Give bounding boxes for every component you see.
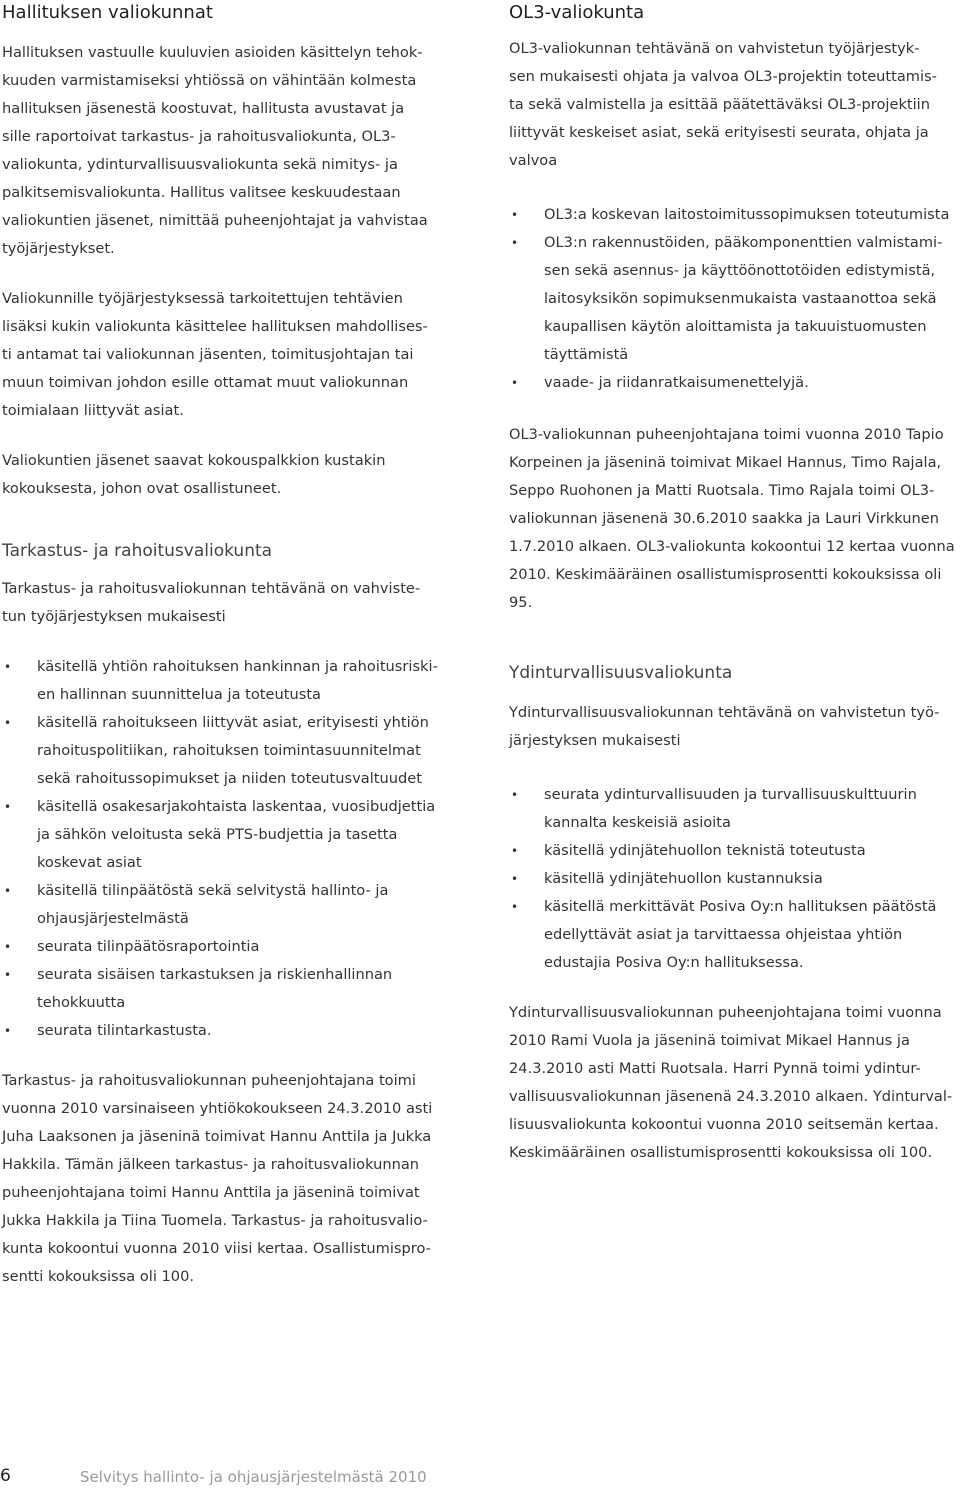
list-item: • seurata tilinpäätösraportointia <box>2 933 452 961</box>
list-item: • käsitellä osakesarjakohtaista laskentaa, vuosibudjettia ja sähkön veloitusta sekä PTS-budjettia ja tasetta koskevat asiat <box>2 793 452 877</box>
list-item: • käsitellä tilinpäätöstä sekä selvitystä hallinto- ja ohjausjärjestelmästä <box>2 877 452 933</box>
list-item: • seurata ydinturvallisuuden ja turvallisuuskulttuurin kannalta keskeisiä asioita <box>509 781 959 837</box>
nuclear-safety-members-paragraph: Ydinturvallisuusvaliokunnan puheenjohtajana toimi vuonna 2010 Rami Vuola ja jäseninä toimivat Mikael Hannus ja 24.3.2010 asti Matti Ruotsala. Harri Pynnä toimi ydintur- vallisuusvaliokunnan jäsenenä 24.3.2010 alkaen. Ydinturval- lisuusvaliokunta kokoontui vuonna 2010 seitsemän kertaa. Keskimääräinen osallistumisprosentti kokouksissa oli 100. <box>509 1004 953 1161</box>
section-heading-ol3-committee: OL3-valiokunta <box>509 2 645 23</box>
audit-committee-members-paragraph: Tarkastus- ja rahoitusvaliokunnan puheenjohtajana toimi vuonna 2010 varsinaiseen yhtiökokoukseen 24.3.2010 asti Juha Laaksonen ja jäseninä toimivat Hannu Anttila ja Jukka Hakkila. Tämän jälkeen tarkastus- ja rahoitusvaliokunnan puheenjohtajana toimi Hannu Anttila ja jäseninä toimivat Jukka Hakkila ja Tiina Tuomela. Tarkastus- ja rahoitusvalio- kunta kokoontui vuonna 2010 viisi kertaa. Osallistumispro- sentti kokouksissa oli 100. <box>2 1072 433 1285</box>
committees-fees-paragraph: Valiokuntien jäsenet saavat kokouspalkkion kustakin kokouksesta, johon ovat osallistuneet. <box>2 452 386 497</box>
page-number: 6 <box>0 1466 11 1486</box>
list-item: • käsitellä merkittävät Posiva Oy:n hallituksen päätöstä edellyttävät asiat ja tarvittaessa ohjeistaa yhtiön edustajia Posiva Oy:n hallituksessa. <box>509 893 959 977</box>
section-heading-committees: Hallituksen valiokunnat <box>2 2 213 23</box>
committees-duties-paragraph: Valiokunnille työjärjestyksessä tarkoitettujen tehtävien lisäksi kukin valiokunta käsittelee hallituksen mahdollises- ti antamat tai valiokunnan jäsenten, toimitusjohtajan tai muun toimivan johdon esille ottamat muut valiokunnan toimialaan liittyvät asiat. <box>2 290 428 419</box>
list-item: • käsitellä ydinjätehuollon teknistä toteutusta <box>509 837 959 865</box>
audit-committee-task-list <box>2 653 452 1045</box>
footer-document-title: Selvitys hallinto- ja ohjausjärjestelmästä 2010 <box>80 1468 427 1486</box>
list-item: • käsitellä rahoitukseen liittyvät asiat, erityisesti yhtiön rahoituspolitiikan, rahoituksen toimintasuunnitelmat sekä rahoitussopimukset ja niiden toteutusvaltuudet <box>2 709 452 793</box>
ol3-committee-tasks-paragraph: OL3-valiokunnan tehtävänä on vahvistetun työjärjestyk- sen mukaisesti ohjata ja valvoa OL3-projektin toteuttamis- ta sekä valmistella ja esittää päätettäväksi OL3-projektiin liittyvät keskeiset asiat, sekä erityisesti seurata, ohjata ja valvoa <box>509 40 937 169</box>
committees-intro-paragraph: Hallituksen vastuulle kuuluvien asioiden käsittelyn tehok- kuuden varmistamiseksi yhtiössä on vähintään kolmesta hallituksen jäsenestä koostuvat, hallitusta avustavat ja sille raportoivat tarkastus- ja rahoitusvaliokunta, OL3- valiokunta, ydinturvallisuusvaliokunta sekä nimitys- ja palkitsemisvaliokunta. Hallitus valitsee keskuudestaan valiokuntien jäsenet, nimittää puheenjohtajat ja vahvistaa työjärjestykset. <box>2 44 428 257</box>
audit-committee-tasks-intro: Tarkastus- ja rahoitusvaliokunnan tehtävänä on vahviste- tun työjärjestyksen mukaisesti <box>2 580 421 625</box>
list-item: • käsitellä yhtiön rahoituksen hankinnan ja rahoitusriski- en hallinnan suunnittelua ja toteutusta <box>2 653 452 709</box>
list-item: • käsitellä ydinjätehuollon kustannuksia <box>509 865 959 893</box>
nuclear-safety-task-list <box>509 781 959 977</box>
list-item: • seurata tilintarkastusta. <box>2 1017 452 1045</box>
subheading-audit-finance-committee: Tarkastus- ja rahoitusvaliokunta <box>2 541 273 561</box>
right-column <box>509 0 959 1167</box>
ol3-committee-members-paragraph: OL3-valiokunnan puheenjohtajana toimi vuonna 2010 Tapio Korpeinen ja jäseninä toimivat Mikael Hannus, Timo Rajala, Seppo Ruohonen ja Matti Ruotsala. Timo Rajala toimi OL3- valiokunnan jäsenenä 30.6.2010 saakka ja Lauri Virkkunen 1.7.2010 alkaen. OL3-valiokunta kokoontui 12 kertaa vuonna 2010. Keskimääräinen osallistumisprosentti kokouksissa oli 95. <box>509 426 955 611</box>
left-column <box>2 0 452 1291</box>
list-item: • OL3:n rakennustöiden, pääkomponenttien valmistami- sen sekä asennus- ja käyttöönottotöiden edistymistä, laitosyksikön sopimuksenmukaista vastaanottoa sekä kaupallisen käytön aloittamista ja takuuistuomusten täyttämistä <box>509 229 959 369</box>
page-footer <box>0 1466 960 1490</box>
ol3-committee-task-list <box>509 201 959 397</box>
subheading-nuclear-safety-committee: Ydinturvallisuusvaliokunta <box>509 663 733 683</box>
nuclear-safety-tasks-intro: Ydinturvallisuusvaliokunnan tehtävänä on vahvistetun työ- järjestyksen mukaisesti <box>509 704 940 749</box>
list-item: • OL3:a koskevan laitostoimitussopimuksen toteutumista <box>509 201 959 229</box>
list-item: • vaade- ja riidanratkaisumenettelyjä. <box>509 369 959 397</box>
list-item: • seurata sisäisen tarkastuksen ja riskienhallinnan tehokkuutta <box>2 961 452 1017</box>
